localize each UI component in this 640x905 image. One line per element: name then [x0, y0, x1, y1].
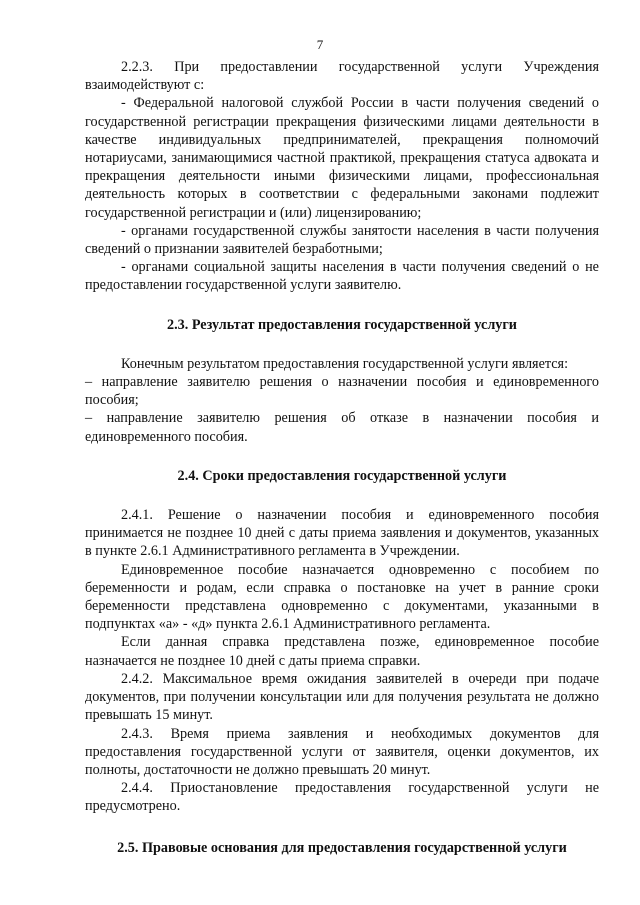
list-item-social-protection: - органами социальной защиты населения в части получения сведений о не предоставлении государственной услуги заявителю.: [85, 259, 599, 294]
paragraph-2-2-3: 2.2.3. При предоставлении государственной услуги Учреждения взаимодействуют с:: [85, 59, 599, 94]
paragraph-lump-sum: Единовременное пособие назначается одновременно с пособием по беременности и родам, если справка о постановке на учет в ранние сроки беременности представлена одновременно с документами, указанными в подпунктах «а» - «д» пункта 2.6.1 Административного регламента.: [85, 561, 599, 633]
list-item-result-approval: – направление заявителю решения о назначении пособия и единовременного пособия;: [85, 374, 599, 409]
paragraph-2-4-1: 2.4.1. Решение о назначении пособия и единовременного пособия принимается не позднее 10 дней с даты приема заявления и документов, указанных в пункте 2.6.1 Административного регламента в Учреждении.: [85, 507, 599, 560]
paragraph-2-4-2: 2.4.2. Максимальное время ожидания заявителей в очереди при подаче документов, при получении консультации или для получения результата не должно превышать 15 минут.: [85, 670, 599, 724]
list-item-tax-service: - Федеральной налоговой службой России в части получения сведений о государственной регистрации прекращения физическими лицами деятельности в качестве индивидуальных предпринимателей, прекращения полномочий нотариусами, занимающимися частной практикой, прекращения статуса адвоката и прекращения деятельности иными физическими лицами, профессиональная деятельность которых в соответствии с федеральными законами подлежит государственной регистрации и (или) лицензированию;: [85, 95, 599, 221]
list-item-result-refusal: – направление заявителю решения об отказе в назначении пособия и единовременного пособия.: [85, 410, 599, 445]
list-item-employment-service: - органами государственной службы занятости населения в части получения сведений о признании заявителей безработными;: [85, 222, 599, 258]
section-heading-2-5: 2.5. Правовые основания для предоставления государственной услуги: [117, 839, 567, 856]
paragraph-2-4-3: 2.4.3. Время приема заявления и необходимых документов для предоставления государственной услуги от заявителя, оценки документов, их полноты, достаточности не должно превышать 20 минут.: [85, 725, 599, 778]
section-heading-2-4: 2.4. Сроки предоставления государственной услуги: [177, 467, 507, 484]
page-body: [85, 58, 599, 878]
section-heading-2-3: 2.3. Результат предоставления государственной услуги: [166, 316, 517, 333]
paragraph-2-4-4: 2.4.4. Приостановление предоставления государственной услуги не предусмотрено.: [85, 780, 599, 815]
paragraph-late-certificate: Если данная справка представлена позже, единовременное пособие назначается не позднее 10 дней с даты приема справки.: [85, 634, 599, 669]
paragraph-result-intro: Конечным результатом предоставления государственной услуги является:: [121, 355, 569, 372]
page-number: 7: [316, 37, 324, 52]
